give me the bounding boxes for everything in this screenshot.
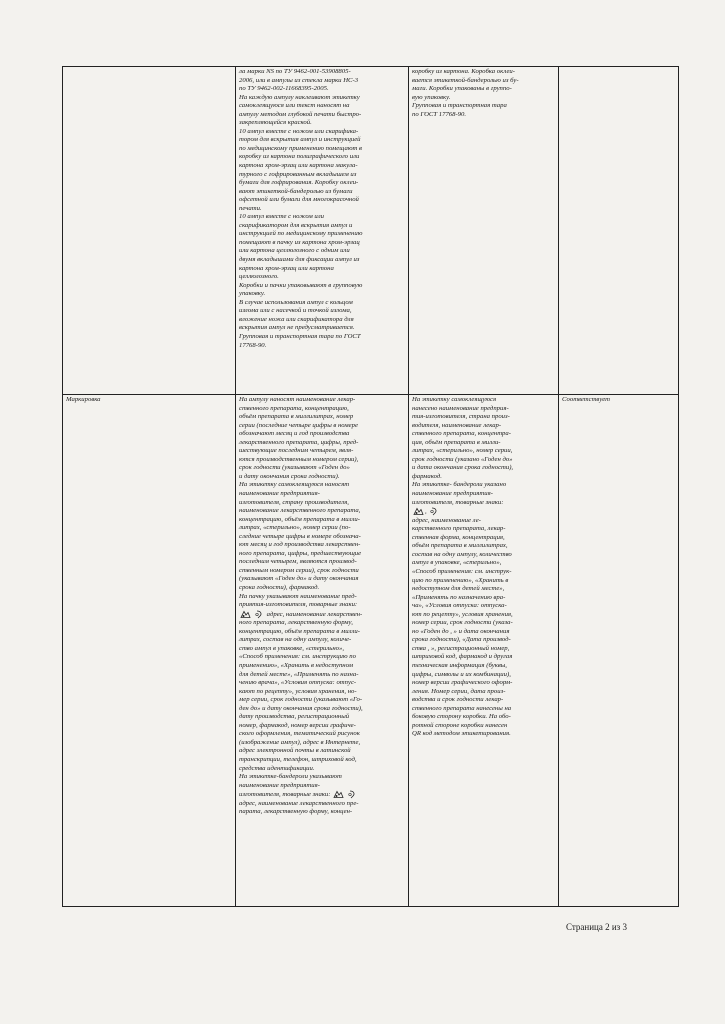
row2-status-cell	[559, 395, 679, 907]
trademark-logo-icon	[413, 507, 424, 516]
text-line: тором для вскрытия ампул и инструкцией	[239, 136, 361, 144]
text-line: но «Годен до , » и дата окончания	[412, 627, 510, 635]
trademark-sign-icon	[346, 790, 357, 799]
text-line: В случае использования ампул с кольцом	[239, 298, 353, 306]
text-line: бумаги для гофрирования. Коробку оклеи-	[239, 179, 359, 187]
text-line: применению», «Хранить в недоступном	[239, 661, 353, 669]
text-line: Коробки и пачки упаковывают в групповую	[239, 281, 363, 289]
trademark-sign-icon	[253, 610, 264, 619]
text-line: концентрацию, объём препарата в милли-	[239, 627, 360, 635]
text-line: карственного препарата, лекар-	[412, 525, 506, 533]
text-line: срока годности), фармакод.	[239, 584, 320, 592]
trademark-sign-icon	[428, 507, 439, 516]
text-line: 10 ампул вместе с ножом или скарифика-	[239, 127, 359, 135]
text-line: наименование предприятия-	[412, 490, 493, 498]
text-line: ства , », регистрационный номер,	[412, 644, 510, 652]
marking-label: Маркировка	[66, 396, 101, 403]
text-line: закрепляющейся краской.	[239, 119, 312, 127]
text-line: коробку из картона. Коробка оклеи-	[412, 68, 516, 75]
text-line: адрес, наименование лекарственного пре-	[239, 799, 359, 807]
marking-actual-text-part1	[412, 396, 555, 507]
trademark-line	[239, 610, 405, 620]
text-line: боковую сторону коробки. На обо-	[412, 713, 511, 721]
text-line: состав на одну ампулу, количество	[412, 550, 512, 558]
text-line: мер серии, срок годности (указывают «Го-	[239, 696, 363, 704]
text-line: ампул в упаковке, «стерильно»,	[412, 559, 502, 567]
text-line: дату производства, регистрационный	[239, 713, 350, 721]
text-line: ственного препарата, концентра-	[412, 430, 511, 438]
text-line: турного с гофрированным вкладышем из	[239, 170, 357, 178]
text-line: чению врача», «Условия отпуска: отпус-	[239, 679, 357, 687]
trademark-line-2-text: изготовителя, товарные знаки:	[239, 791, 331, 799]
text-line: 10 ампул вместе с ножом или	[239, 213, 324, 221]
trademark-logo-icon	[240, 610, 251, 619]
table-row	[63, 395, 679, 907]
text-line: фармакод.	[412, 472, 442, 480]
text-line: печати.	[239, 204, 262, 212]
text-line: водителя, наименование лекар-	[412, 421, 502, 429]
row1-actual-cell	[409, 67, 559, 395]
text-line: адрес электронной почты в латинской	[239, 747, 351, 755]
text-line: по ГОСТ 17768-90.	[412, 110, 467, 118]
text-line: излома или с насечкой и точкой излома,	[239, 307, 352, 315]
text-line: самоклеящуюся или текст наносят на	[239, 102, 350, 110]
text-line: вают этикеткой-бандеролью из бумаги	[239, 187, 353, 195]
text-line: срок годности (указано «Годен до»	[412, 455, 513, 463]
text-line: ден до» и дату окончания срока годности),	[239, 704, 363, 712]
text-line: цифры, символы и их комбинации),	[412, 670, 511, 678]
text-line: инструкцией по медицинскому применению	[239, 230, 363, 238]
text-line: 2006, или в ампулы из стекла марки НС-3	[239, 76, 359, 84]
text-line: коробку из картона полиграфического или	[239, 153, 360, 161]
text-line: ются производственным номером серии),	[239, 455, 359, 463]
text-line: срока годности), «Дата производ-	[412, 636, 511, 644]
text-line: упаковку.	[239, 290, 266, 298]
text-line: ча», «Условия отпуска: отпуска-	[412, 602, 507, 610]
text-line: срок годности (указывают «Годен до»	[239, 464, 350, 472]
trademark-separator: ,	[425, 508, 427, 516]
text-line: картона хром-эрзац или картона	[239, 264, 334, 272]
text-line: На этикетку самоклеящуюся наносят	[239, 481, 350, 489]
row1-label-cell	[63, 67, 236, 395]
marking-spec-text-part2	[239, 619, 405, 790]
text-line: На пачку указывают наименование пред-	[239, 592, 357, 600]
text-line: двумя вкладышами для фиксации ампул из	[239, 256, 360, 264]
row2-label-cell	[63, 395, 236, 907]
text-line: ла марки NS по ТУ 9462-001-53908805-	[239, 68, 351, 75]
text-line: объём препарата в миллилитрах,	[412, 542, 508, 550]
trademark-line-2	[239, 790, 405, 800]
text-line: ство ампул в упаковке, «стерильно»,	[239, 644, 345, 652]
text-line: парата, лекарственную форму, концен-	[239, 808, 353, 816]
trademark-line-text: адрес, наименование лекарствен-	[266, 610, 363, 618]
text-line: адрес, наименование ле-	[412, 516, 481, 524]
text-line: вложение ножа или скарификатора для	[239, 315, 354, 323]
text-line: изготовителя, страну производителя,	[239, 498, 349, 506]
text-line: лекарственного препарата, цифры, пред-	[239, 438, 359, 446]
text-line: ственным номером серии), срок годности	[239, 566, 359, 574]
text-line: На каждую ампулу наклеивают этикетку	[239, 93, 360, 101]
text-line: цию по применению», «Хранить в	[412, 576, 509, 584]
text-line: целлюлозного.	[239, 273, 279, 281]
text-line: «Способ применения: см. инструкцию по	[239, 653, 356, 661]
text-line: или картона целлюлозного с одним или	[239, 247, 350, 255]
text-line: (изображение ампул), адрес в Интернете,	[239, 738, 361, 746]
text-line: помещают в пачку из картона хром-эрзац	[239, 238, 360, 246]
text-line: объём препарата в миллилитрах, номер	[239, 413, 354, 421]
text-line: номер версии графического оформ-	[412, 679, 513, 687]
text-line: ампулу методом глубокой печати быстро-	[239, 110, 362, 118]
text-line: техническая информация (буквы,	[412, 661, 507, 669]
text-line: транскрипции, телефон, штриховой код,	[239, 756, 357, 763]
page-number: Страница 2 из 3	[566, 922, 627, 932]
text-line: следние четыре цифры в номере обознача-	[239, 532, 361, 540]
text-line: изготовителя, товарные знаки:	[412, 498, 504, 506]
text-line: ственного препарата, концентрацию,	[239, 404, 349, 412]
text-line: приятия-изготовителя, товарные знаки:	[239, 601, 358, 609]
text-line: «Применять по назначению вра-	[412, 593, 506, 601]
text-line: средства идентификации.	[239, 764, 315, 772]
row2-spec-cell	[236, 395, 409, 907]
text-line: На этикетке- бандероли указано	[412, 481, 507, 489]
table-row	[63, 67, 679, 395]
text-line: концентрацию, объём препарата в милли-	[239, 515, 360, 523]
row1-spec-text	[239, 68, 405, 350]
text-line: по медицинскому применению помещают в	[239, 144, 362, 152]
marking-spec-text-part3	[239, 800, 405, 817]
text-line: Групповая и транспортная тара	[412, 102, 507, 110]
text-line: ют по рецепту», условия хранения,	[412, 610, 513, 618]
text-line: и дату окончания срока годности).	[239, 472, 340, 480]
text-line: ротной стороне коробки нанесен	[412, 721, 508, 729]
text-line: серии (последние четыре цифры в номере	[239, 421, 358, 429]
text-line: литрах, состав на одну ампулу, количе-	[239, 636, 352, 644]
text-line: Групповая и транспортная тара по ГОСТ	[239, 332, 361, 340]
marking-actual-text-part2	[412, 517, 555, 739]
text-line: ют месяц и год производства лекарствен-	[239, 541, 361, 549]
text-line: ного препарата, лекарственную форму,	[239, 619, 353, 627]
text-line: ного препарата, цифры, предшествующие	[239, 549, 362, 557]
text-line: офсетной или бумаги для многокрасочной	[239, 196, 359, 204]
trademark-logo-icon	[333, 790, 344, 799]
text-line: по ТУ 9462-002-11668395-2005.	[239, 85, 329, 93]
trademark-line	[412, 507, 555, 517]
text-line: литрах, «стерильно», номер серии (по-	[239, 524, 351, 532]
text-line: скарификатором для вскрытия ампул и	[239, 221, 353, 229]
text-line: шествующие последним четырем, явля-	[239, 447, 354, 455]
text-line: для детей месте», «Применять по назна-	[239, 670, 359, 678]
text-line: нанесено наименование предприя-	[412, 404, 509, 412]
text-line: вскрытия ампул не предусматривается.	[239, 324, 355, 332]
text-line: номер серии, срок годности (указа-	[412, 619, 513, 627]
text-line: На этикетке-бандероли указывают	[239, 773, 342, 781]
text-line: На ампулу наносят наименование лекар-	[239, 396, 356, 403]
text-line: ления. Номер серии, дата произ-	[412, 687, 506, 695]
text-line: обозначают месяц и год производства	[239, 430, 350, 438]
text-line: вается этикеткой-бандеролью из бу-	[412, 76, 519, 84]
text-line: (указывают «Годен до» и дату окончания	[239, 575, 359, 583]
text-line: На этикетку самоклеящуюся	[412, 396, 497, 403]
marking-spec-text-part1	[239, 396, 405, 610]
compliance-status: Соответствует	[562, 396, 611, 403]
text-line: QR код методом этикетирования.	[412, 730, 511, 738]
text-line: наименование предприятия-	[239, 490, 320, 498]
text-line: водства и срок годности лекар-	[412, 696, 504, 704]
text-line: ственного препарата нанесены на	[412, 704, 512, 712]
text-line: ция, объём препарата в милли-	[412, 438, 501, 446]
text-line: ственная форма, концентрация,	[412, 533, 505, 541]
text-line: вую упаковку.	[412, 93, 451, 101]
row1-actual-text	[412, 68, 555, 119]
text-line: литрах, «стерильно», номер серии,	[412, 447, 513, 455]
text-line: 17768-90.	[239, 341, 267, 349]
specification-table	[62, 66, 679, 907]
text-line: кают по рецепту», условия хранения, но-	[239, 687, 357, 695]
text-line: последним четырем, являются производ-	[239, 558, 357, 566]
text-line: наименование лекарственного препарата,	[239, 507, 361, 515]
row1-spec-cell	[236, 67, 409, 395]
row1-status-cell	[559, 67, 679, 395]
text-line: ского оформления, тематический рисунок	[239, 730, 360, 738]
text-line: маги. Коробки упакованы в группо-	[412, 85, 512, 93]
row2-actual-cell	[409, 395, 559, 907]
text-line: «Способ применения: см. инструк-	[412, 567, 512, 575]
text-line: картона хром-эрзац или картона макула-	[239, 162, 358, 170]
text-line: номер, фармакод, номер версии графиче-	[239, 721, 356, 729]
text-line: тия-изготовителя, страна произ-	[412, 413, 510, 421]
text-line: штриховой код, фармакод и другая	[412, 653, 513, 661]
text-line: и дата окончания срока годности),	[412, 464, 514, 472]
text-line: недоступном для детей месте»,	[412, 585, 505, 593]
text-line: наименование предприятия-	[239, 781, 320, 789]
